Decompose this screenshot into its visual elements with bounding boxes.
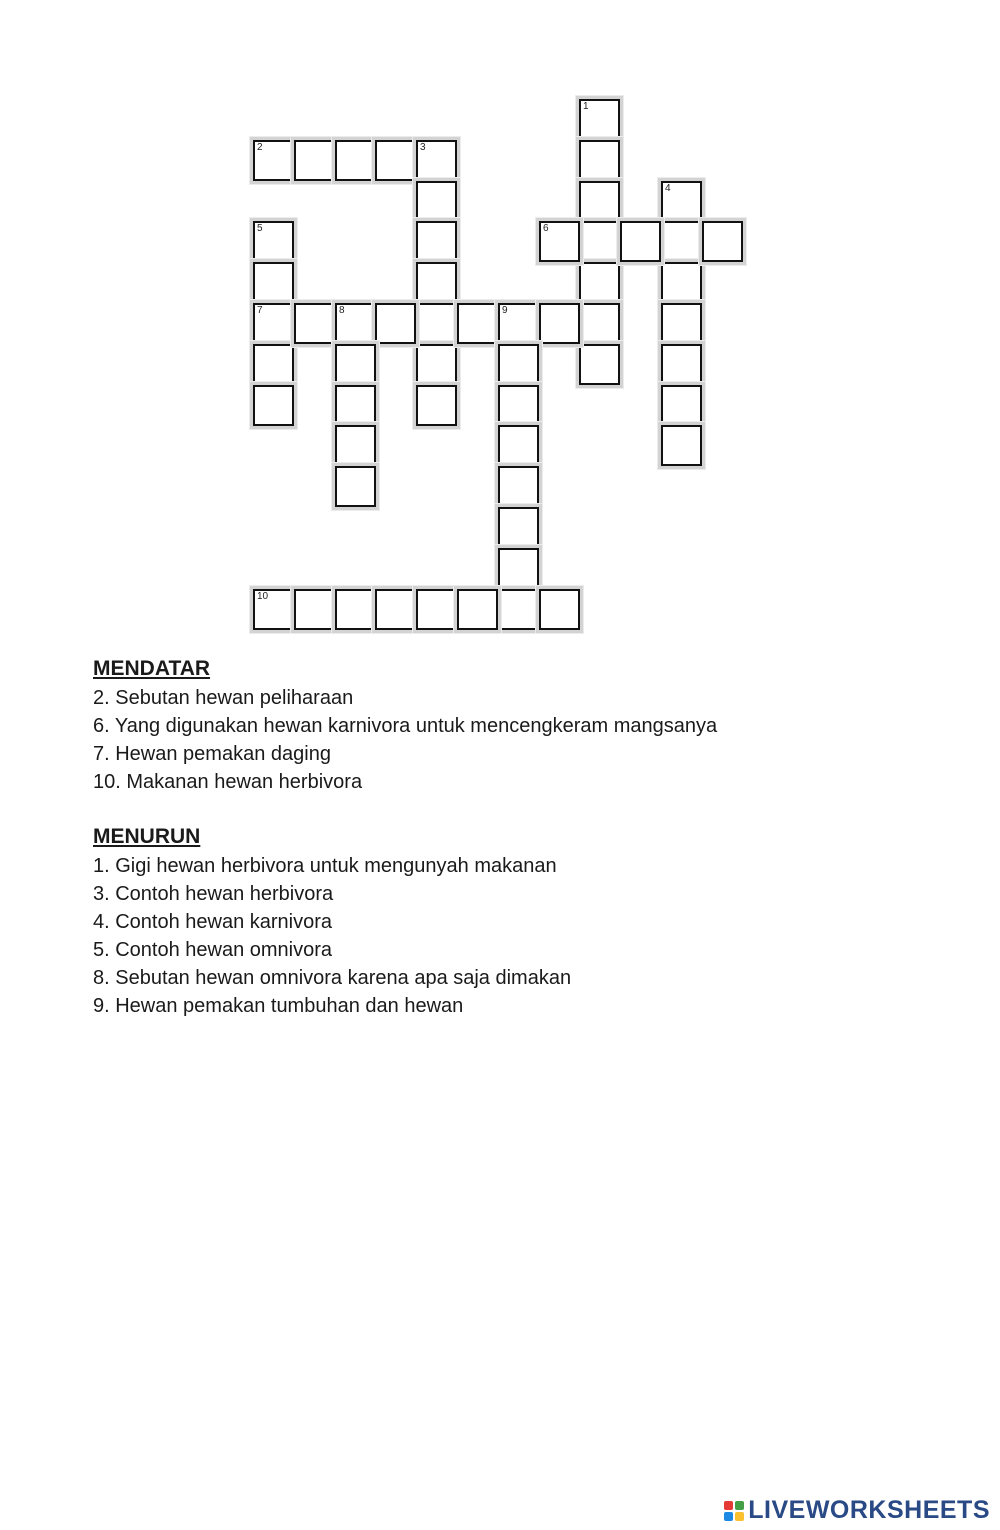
across-clue-6: 6. Yang digunakan hewan karnivora untuk mencengkeram mangsanya xyxy=(93,715,718,737)
crossword-cell[interactable] xyxy=(294,303,335,344)
crossword-letter-input[interactable] xyxy=(541,591,578,628)
clue-number-5: 5 xyxy=(257,223,263,234)
crossword-cell[interactable] xyxy=(539,589,580,630)
crossword-cell[interactable] xyxy=(661,385,702,426)
crossword-cell[interactable] xyxy=(253,385,294,426)
crossword-letter-input[interactable] xyxy=(663,183,700,220)
clue-number-9: 9 xyxy=(502,305,508,316)
liveworksheets-brand[interactable] xyxy=(724,1496,990,1525)
crossword-letter-input[interactable] xyxy=(296,591,333,628)
crossword-letter-input[interactable] xyxy=(663,387,700,424)
clue-number-4: 4 xyxy=(665,183,671,194)
crossword-letter-input[interactable] xyxy=(459,591,496,628)
brand-name: LIVEWORKSHEETS xyxy=(748,1496,990,1524)
crossword-letter-input[interactable] xyxy=(418,591,455,628)
down-clue-1: 1. Gigi hewan herbivora untuk mengunyah makanan xyxy=(93,855,557,877)
across-clues xyxy=(93,655,717,796)
crossword-letter-input[interactable] xyxy=(622,223,659,260)
down-clue-4: 4. Contoh hewan karnivora xyxy=(93,911,333,933)
crossword-cell[interactable] xyxy=(498,589,539,630)
crossword-letter-input[interactable] xyxy=(255,305,292,342)
crossword-cell[interactable] xyxy=(335,466,376,507)
crossword-letter-input[interactable] xyxy=(581,223,618,260)
crossword-letter-input[interactable] xyxy=(255,387,292,424)
crossword-cell[interactable] xyxy=(457,303,498,344)
logo-block-green xyxy=(735,1501,744,1510)
crossword-letter-input[interactable] xyxy=(337,427,374,464)
crossword-letter-input[interactable] xyxy=(663,223,700,260)
crossword-letter-input[interactable] xyxy=(337,591,374,628)
crossword-letter-input[interactable] xyxy=(337,305,374,342)
crossword-letter-input[interactable] xyxy=(500,550,537,587)
crossword-letter-input[interactable] xyxy=(500,387,537,424)
down-clue-9: 9. Hewan pemakan tumbuhan dan hewan xyxy=(93,995,464,1017)
crossword-cell[interactable] xyxy=(661,221,702,262)
crossword-cell[interactable] xyxy=(253,589,294,630)
crossword-cell[interactable] xyxy=(416,303,457,344)
crossword-letter-input[interactable] xyxy=(296,305,333,342)
crossword-cell[interactable] xyxy=(416,181,457,222)
crossword-cell[interactable] xyxy=(661,303,702,344)
crossword-letter-input[interactable] xyxy=(500,427,537,464)
across-clue-10: 10. Makanan hewan herbivora xyxy=(93,771,363,793)
crossword-cell[interactable] xyxy=(498,344,539,385)
crossword-cell[interactable] xyxy=(416,344,457,385)
across-clue-7: 7. Hewan pemakan daging xyxy=(93,743,331,765)
crossword-letter-input[interactable] xyxy=(459,305,496,342)
crossword-cell[interactable] xyxy=(335,303,376,344)
crossword-cell[interactable] xyxy=(579,99,620,140)
crossword-cell[interactable] xyxy=(416,140,457,181)
crossword-cell[interactable] xyxy=(294,140,335,181)
crossword-letter-input[interactable] xyxy=(581,101,618,138)
crossword-cell[interactable] xyxy=(498,507,539,548)
crossword-cell[interactable] xyxy=(416,589,457,630)
crossword-letter-input[interactable] xyxy=(337,142,374,179)
clue-number-2: 2 xyxy=(257,142,263,153)
across-heading: MENDATAR xyxy=(93,657,211,680)
crossword-cell[interactable] xyxy=(335,344,376,385)
clue-number-6: 6 xyxy=(543,223,549,234)
crossword-cell[interactable] xyxy=(661,181,702,222)
crossword-cell[interactable] xyxy=(498,548,539,589)
logo-block-red xyxy=(724,1501,733,1510)
crossword-letter-input[interactable] xyxy=(337,346,374,383)
crossword-cell[interactable] xyxy=(498,466,539,507)
down-clues xyxy=(93,823,571,1020)
crossword-cell[interactable] xyxy=(498,385,539,426)
crossword-cell[interactable] xyxy=(579,221,620,262)
down-clue-3: 3. Contoh hewan herbivora xyxy=(93,883,334,905)
crossword-cell[interactable] xyxy=(253,262,294,303)
crossword-letter-input[interactable] xyxy=(418,346,455,383)
crossword-cell[interactable] xyxy=(457,589,498,630)
crossword-cell[interactable] xyxy=(253,303,294,344)
crossword-cell[interactable] xyxy=(375,589,416,630)
crossword-cell[interactable] xyxy=(416,385,457,426)
crossword-letter-input[interactable] xyxy=(663,427,700,464)
crossword-cell[interactable] xyxy=(416,262,457,303)
crossword-letter-input[interactable] xyxy=(296,142,333,179)
down-clue-5: 5. Contoh hewan omnivora xyxy=(93,939,333,961)
crossword-letter-input[interactable] xyxy=(541,305,578,342)
crossword-letter-input[interactable] xyxy=(255,346,292,383)
crossword-cell[interactable] xyxy=(253,140,294,181)
crossword-cell[interactable] xyxy=(579,303,620,344)
crossword-cell[interactable] xyxy=(416,221,457,262)
crossword-letter-input[interactable] xyxy=(418,142,455,179)
crossword-letter-input[interactable] xyxy=(500,509,537,546)
crossword-letter-input[interactable] xyxy=(418,183,455,220)
crossword-letter-input[interactable] xyxy=(418,305,455,342)
crossword-cell[interactable] xyxy=(579,140,620,181)
down-heading: MENURUN xyxy=(93,825,201,848)
crossword-cell[interactable] xyxy=(579,262,620,303)
crossword-cell[interactable] xyxy=(498,303,539,344)
crossword-letter-input[interactable] xyxy=(418,387,455,424)
clue-number-3: 3 xyxy=(420,142,426,153)
crossword-cell[interactable] xyxy=(620,221,661,262)
crossword-letter-input[interactable] xyxy=(377,591,414,628)
crossword-cell[interactable] xyxy=(579,344,620,385)
crossword-letter-input[interactable] xyxy=(581,142,618,179)
logo-block-yellow xyxy=(735,1512,744,1521)
crossword-cell[interactable] xyxy=(539,221,580,262)
crossword-cell[interactable] xyxy=(579,181,620,222)
crossword-letter-input[interactable] xyxy=(581,305,618,342)
crossword-letter-input[interactable] xyxy=(663,346,700,383)
crossword-letter-input[interactable] xyxy=(581,183,618,220)
crossword-letter-input[interactable] xyxy=(255,223,292,260)
crossword-cell[interactable] xyxy=(253,221,294,262)
crossword-cell[interactable] xyxy=(539,303,580,344)
crossword-letter-input[interactable] xyxy=(663,264,700,301)
crossword-cell[interactable] xyxy=(335,425,376,466)
across-clue-2: 2. Sebutan hewan peliharaan xyxy=(93,687,354,709)
crossword-letter-input[interactable] xyxy=(581,346,618,383)
crossword-cell[interactable] xyxy=(375,140,416,181)
crossword-cell[interactable] xyxy=(253,344,294,385)
crossword-letter-input[interactable] xyxy=(581,264,618,301)
down-clue-8: 8. Sebutan hewan omnivora karena apa saja dimakan xyxy=(93,967,572,989)
crossword-cell[interactable] xyxy=(335,589,376,630)
crossword-letter-input[interactable] xyxy=(337,387,374,424)
crossword-letter-input[interactable] xyxy=(500,468,537,505)
clue-number-1: 1 xyxy=(583,101,589,112)
crossword-cell[interactable] xyxy=(661,262,702,303)
crossword-letter-input[interactable] xyxy=(704,223,741,260)
crossword-cell[interactable] xyxy=(498,425,539,466)
crossword-letter-input[interactable] xyxy=(337,468,374,505)
crossword-letter-input[interactable] xyxy=(255,591,292,628)
crossword-letter-input[interactable] xyxy=(418,264,455,301)
crossword-letter-input[interactable] xyxy=(255,264,292,301)
crossword-cell[interactable] xyxy=(661,425,702,466)
crossword-cell[interactable] xyxy=(335,140,376,181)
crossword-cell[interactable] xyxy=(702,221,743,262)
crossword-cell[interactable] xyxy=(661,344,702,385)
crossword-grid xyxy=(0,0,1000,660)
clue-number-8: 8 xyxy=(339,305,345,316)
crossword-letter-input[interactable] xyxy=(418,223,455,260)
crossword-letter-input[interactable] xyxy=(500,591,537,628)
crossword-letter-input[interactable] xyxy=(500,305,537,342)
crossword-letter-input[interactable] xyxy=(255,142,292,179)
clue-number-10: 10 xyxy=(257,591,269,602)
crossword-letter-input[interactable] xyxy=(500,346,537,383)
crossword-cell[interactable] xyxy=(375,303,416,344)
liveworksheets-logo-icon xyxy=(724,1501,744,1521)
logo-block-blue xyxy=(724,1512,733,1521)
crossword-cell[interactable] xyxy=(294,589,335,630)
crossword-letter-input[interactable] xyxy=(377,142,414,179)
crossword-letter-input[interactable] xyxy=(663,305,700,342)
crossword-letter-input[interactable] xyxy=(541,223,578,260)
clue-number-7: 7 xyxy=(257,305,263,316)
crossword-cell[interactable] xyxy=(335,385,376,426)
crossword-letter-input[interactable] xyxy=(377,305,414,342)
